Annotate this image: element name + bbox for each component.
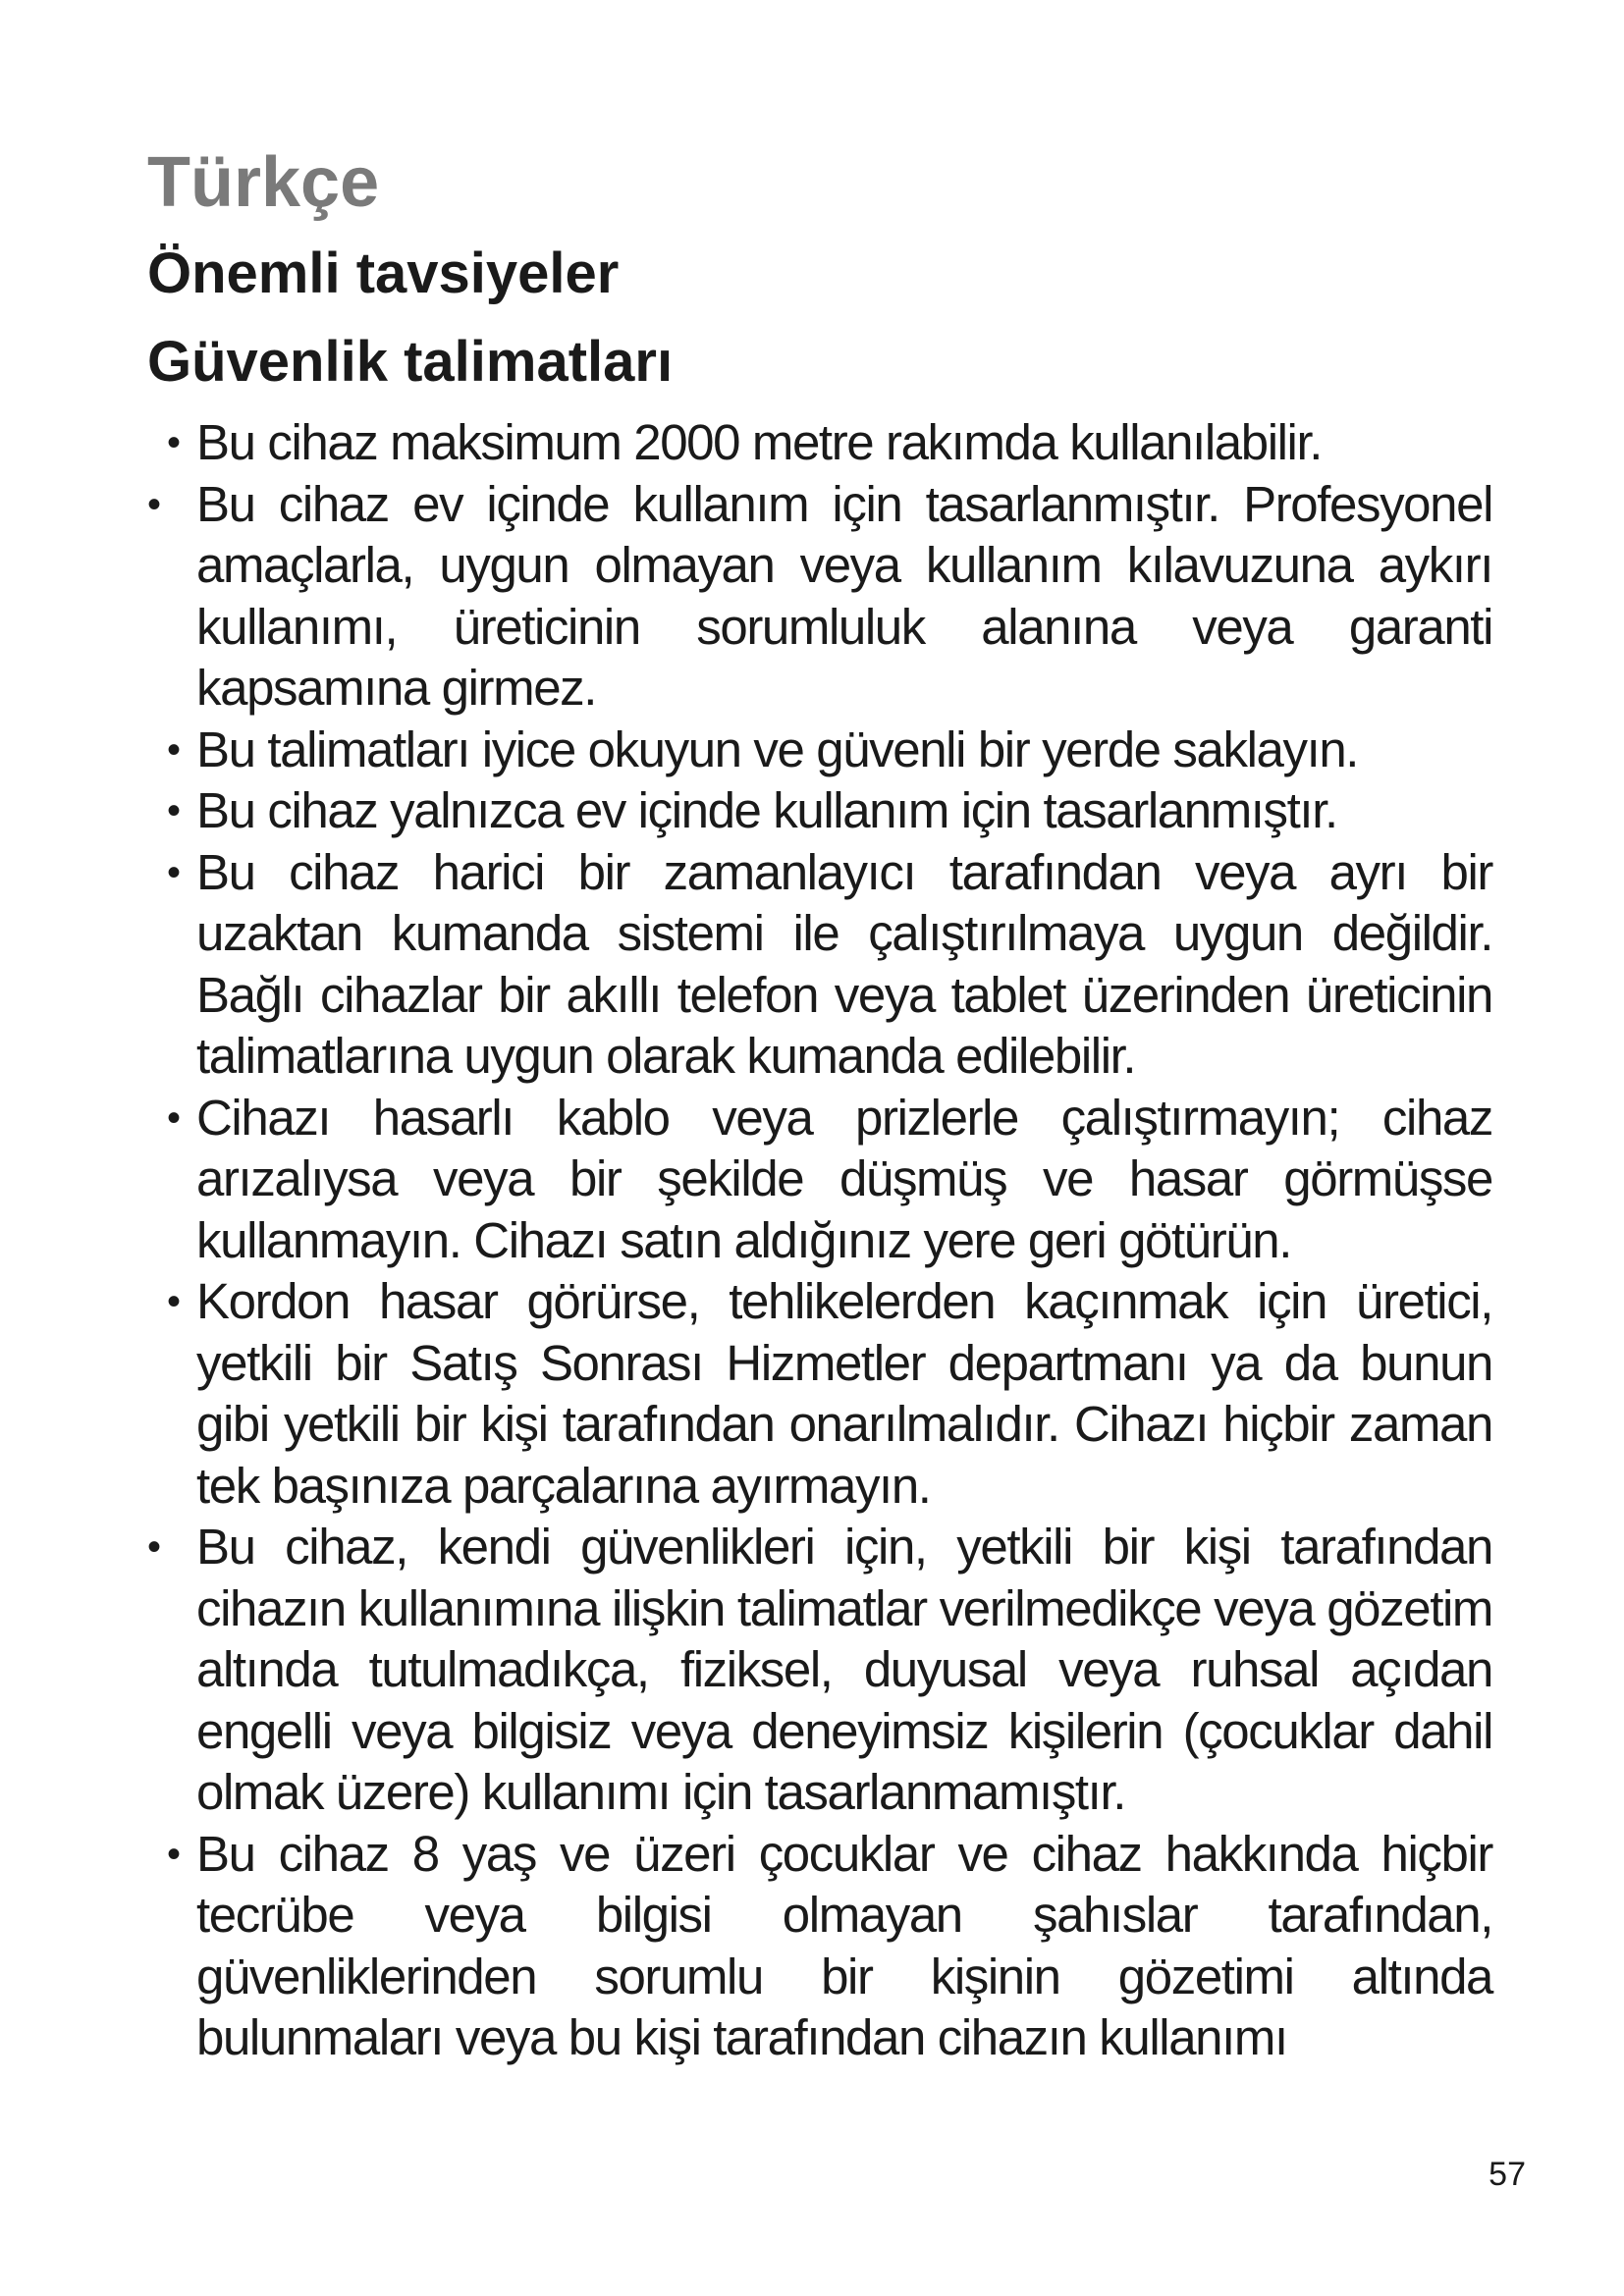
list-item: [167, 1271, 1492, 1517]
safety-instructions-list: [147, 412, 1492, 2069]
list-item-text: Bu cihaz 8 yaş ve üzeri çocuklar ve cihaz hakkında hiçbir tecrübe veya bilgisi olmayan şahıslar tarafından, güvenliklerinden sorumlu bir kişinin gözetimi altında bulunmaları veya bu kişi tarafından cihazın kullanımı: [196, 1825, 1492, 2065]
list-item-text: Kordon hasar görürse, tehlikelerden kaçınmak için üretici, yetkili bir Satış Sonrası Hizmetler departmanı ya da bunun gibi yetkili bir kişi tarafından onarılmalıdır. Cihazı hiçbir zaman tek başınıza parçalarına ayırmayın.: [196, 1273, 1492, 1514]
bullet-icon: •: [167, 850, 180, 894]
list-item-text: Bu cihaz harici bir zamanlayıcı tarafından veya ayrı bir uzaktan kumanda sistemi ile çalıştırılmaya uygun değildir. Bağlı cihazlar bir akıllı telefon veya tablet üzerinden üreticinin talimatlarına uygun olarak kumanda edilebilir.: [196, 843, 1492, 1084]
list-item: [147, 474, 1492, 720]
page-number: 57: [1489, 2156, 1526, 2193]
list-item: [167, 1824, 1492, 2069]
list-item: [167, 1088, 1492, 1272]
language-title: Türkçe: [147, 143, 380, 222]
bullet-icon: •: [167, 421, 180, 464]
bullet-icon: •: [167, 1095, 180, 1140]
list-item: [167, 412, 1492, 474]
list-item: [147, 1517, 1492, 1824]
list-item: [167, 720, 1492, 781]
list-item-text: Bu cihaz yalnızca ev içinde kullanım için tasarlanmıştır.: [196, 782, 1337, 838]
bullet-icon: •: [167, 727, 180, 772]
list-item-text: Bu cihaz maksimum 2000 metre rakımda kullanılabilir.: [196, 414, 1323, 470]
list-item-text: Cihazı hasarlı kablo veya prizlerle çalıştırmayın; cihaz arızalıysa veya bir şekilde düşmüş ve hasar görmüşse kullanmayın. Cihazı satın aldığınız yere geri götürün.: [196, 1089, 1492, 1268]
bullet-icon: •: [167, 1832, 180, 1876]
list-item-text: Bu cihaz, kendi güvenlikleri için, yetkili bir kişi tarafından cihazın kullanımına ilişkin talimatlar verilmedikçe veya gözetim altında tutulmadıkça, fiziksel, duyusal veya ruhsal açıdan engelli veya bilgisiz veya deneyimsiz kişilerin (çocuklar dahil olmak üzere) kullanımı için tasarlanmamıştır.: [196, 1519, 1492, 1820]
section-subheading: Güvenlik talimatları: [147, 330, 674, 394]
section-heading: Önemli tavsiyeler: [147, 241, 620, 305]
bullet-icon: •: [147, 1525, 160, 1569]
list-item: [167, 842, 1492, 1088]
list-item-text: Bu talimatları iyice okuyun ve güvenli bir yerde saklayın.: [196, 721, 1359, 777]
bullet-icon: •: [167, 789, 180, 832]
list-item: [167, 780, 1492, 842]
bullet-icon: •: [147, 482, 160, 526]
list-item-text: Bu cihaz ev içinde kullanım için tasarlanmıştır. Profesyonel amaçlarla, uygun olmayan veya kullanım kılavuzuna aykırı kullanımı, üreticinin sorumluluk alanına veya garanti kapsamına girmez.: [196, 475, 1492, 716]
bullet-icon: •: [167, 1280, 180, 1323]
